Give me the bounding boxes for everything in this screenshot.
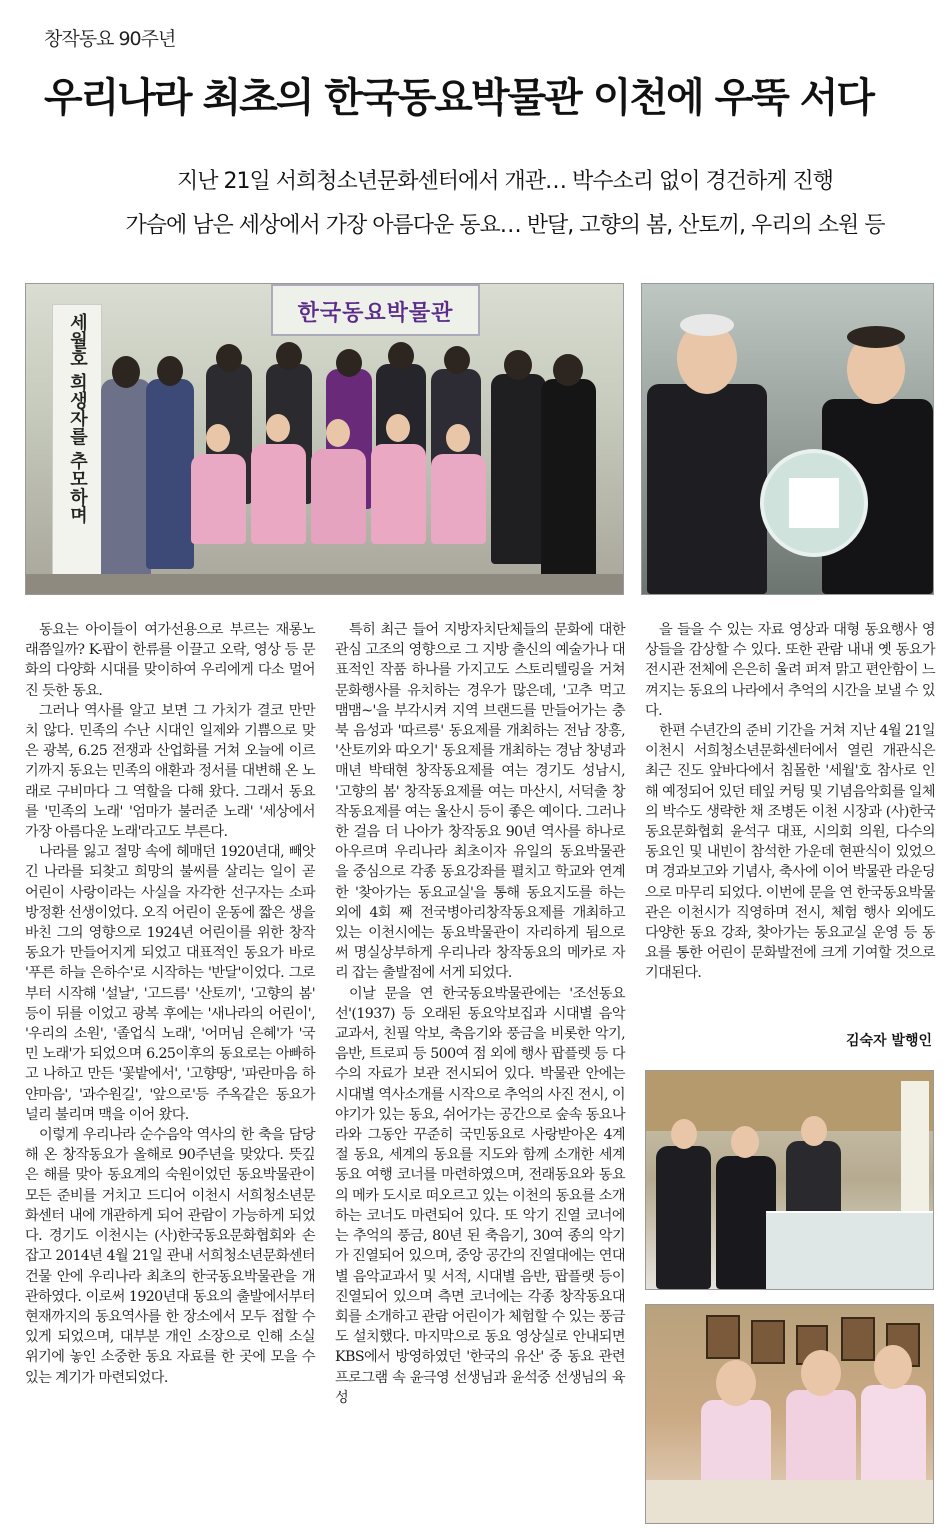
- children-photo: [645, 1304, 934, 1524]
- kicker: 창작동요 90주년: [44, 28, 176, 50]
- tour-photo: [645, 1070, 934, 1290]
- headline: 우리나라 최초의 한국동요박물관 이천에 우뚝 서다: [44, 75, 874, 121]
- group-photo: [25, 283, 624, 595]
- memorial-sign: [52, 304, 102, 576]
- museum-sign: [271, 284, 480, 336]
- paragraph: 나라를 잃고 절망 속에 헤매던 1920년대, 빼앗긴 나라를 되찾고 희망의 불씨를 살리는 일이 곧 어린이 사랑이라는 사실을 자각한 선구자는 소파 방정환 선생이었다. 오직 어린이 운동에 짧은 생을 바친 그의 영향으로 1924년 어린이를 위한 창작동요가 만들어지게 되었고 대표적인 동요가 바로 '푸른 하늘 은하수'로 시작하는 '반달'이었다. 그로부터 시작해 '설날', '고드름' '산토끼', '고향의 봄' 등이 뒤를 이었고 광복 후에는 '새나라의 어린이', '우리의 소원', '졸업식 노래', '어머님 은혜'가 '국민 노래'가 되었으며 6.25이후의 동요로는 아빠하고 나하고 만든 '꽃밭에서', '고향땅', '파란마음 하얀마음', '과수원길', '앞으로'등 주옥같은 동요가 널리 불리며 맥을 이어 왔다.: [25, 844, 315, 1123]
- paragraph: 그러나 역사를 알고 보면 그 가치가 결코 만만치 않다. 민족의 수난 시대인 일제와 기쁨으로 맞은 광복, 6.25 전쟁과 산업화를 거쳐 오늘에 이르기까지 동요는 민족의 애환과 정서를 대변해 온 노래로 구비마다 그 역할을 다해 왔다. 그래서 동요를 '민족의 노래' '엄마가 불러준 노래' '세상에서 가장 아름다운 노래'라고도 부른다.: [25, 702, 315, 841]
- paragraph: 한편 수년간의 준비 기간을 거쳐 지난 4월 21일 이천시 서희청소년문화센터에서 열린 개관식은 최근 진도 앞바다에서 침몰한 '세월'호 참사로 인해 예정되어 있던 테잎 커팅 및 기념음악회를 일체의 박수도 생략한 채 조병돈 이천 시장과 (사)한국동요문화협회 윤석구 대표, 시의회 의원, 다수의 동요인 및 내빈이 참석한 가운데 현판식이 있었으며 경과보고와 기념사, 축사에 이어 박물관 라운딩으로 마무리 되었다. 이번에 문을 연 한국동요박물관은 이천시가 직영하며 전시, 체험 행사 외에도 다양한 동요 강좌, 찾아가는 동요교실 운영 등 동요를 통한 어린이 문화발전에 크게 기여할 것으로 기대된다.: [645, 723, 935, 982]
- paragraph: 이렇게 우리나라 순수음악 역사의 한 축을 담당해 온 창작동요가 올해로 90주년을 맞았다. 뜻깊은 해를 맞아 동요계의 숙원이었던 동요박물관이 모든 준비를 거치고 드디어 이천시 서희청소년문화센터 내에 개관하게 되어 관람이 가능하게 되었다. 경기도 이천시는 (사)한국동요문화협회와 손잡고 2014년 4월 21일 관내 서희청소년문화센터 건물 안에 우리나라 최초의 한국동요박물관을 개관하였다. 이로써 1920년대 동요의 출발에서부터 현재까지의 동요역사를 한 장소에서 모두 접할 수 있게 되었으며, 대부분 개인 소장으로 인해 소실 위기에 놓인 소중한 동요 자료를 한 곳에 모을 수 있는 계기가 마련되었다.: [25, 1127, 315, 1386]
- paragraph: 동요는 아이들이 여가선용으로 부르는 재롱노래쯤일까? K-팝이 한류를 이끌고 오락, 영상 등 문화의 다양화 시대를 맞이하여 우리에게 다소 멀어진 듯한 동요.: [25, 622, 315, 699]
- article-column-2: [335, 620, 625, 1408]
- plaque-photo: [641, 283, 934, 595]
- article-column-3: [645, 620, 935, 984]
- paragraph: 이날 문을 연 한국동요박물관에는 '조선동요선'(1937) 등 오래된 동요악보집과 시대별 음악 교과서, 친필 악보, 축음기와 풍금을 비롯한 악기, 음반, 트로피 등 500여 점 외에 행사 팝플렛 등 다수의 자료가 보관 전시되어 있다. 박물관 안에는 시대별 역사소개를 시작으로 추억의 사진 전시, 이야기가 있는 동요, 쉬어가는 공간으로 숲속 동요나라와 그동안 꾸준히 국민동요로 사랑받아온 4계절 동요, 세계의 동요를 지도와 함께 소개한 세계 동요 여행 코너를 마련하였으며, 전래동요와 동요의 메카 도시로 떠오르고 있는 이천의 동요를 소개하는 코너도 마련되어 있다. 또 악기 진열 코너에는 추억의 풍금, 80년 된 축음기, 30여 종의 악기가 진열되어 있으며, 중앙 공간의 진열대에는 연대별 음악교과서 및 서적, 시대별 음반, 팝플랫 등이 진열되어 있으며 측면 코너에는 각종 창작동요대회를 소개하고 관람 어린이가 체험할 수 있는 풍금도 설치했다. 마지막으로 동요 영상실로 안내되면 KBS에서 방영하였던 '한국의 유산' 중 동요 관련 프로그램 속 윤극영 선생님과 윤석중 선생님의 육성: [335, 985, 625, 1406]
- subhead-1: 지난 21일 서희청소년문화센터에서 개관… 박수소리 없이 경건하게 진행: [176, 169, 833, 194]
- byline: 김숙자 발행인: [845, 1033, 932, 1049]
- memorial-sign-text: 세월호 희생자를 추모하며: [67, 313, 88, 524]
- museum-sign-text: 한국동요박물관: [297, 301, 454, 326]
- article-column-1: [25, 620, 315, 1388]
- subhead-2: 가슴에 남은 세상에서 가장 아름다운 동요… 반달, 고향의 봄, 산토끼, 우리의 소원 등: [125, 213, 885, 238]
- paragraph: 을 들을 수 있는 자료 영상과 대형 동요행사 영상들을 감상할 수 있다. 또한 관람 내내 옛 동요가 전시관 전체에 은은히 울려 퍼져 맑고 편안함이 느껴지는 동요의 나라에서 추억의 시간을 보낼 수 있다.: [645, 622, 935, 719]
- paragraph: 특히 최근 들어 지방자치단체들의 문화에 대한 관심 고조의 영향으로 그 지방 출신의 예술가나 대표적인 작품 하나를 가지고도 스토리텔링을 거쳐 문화행사를 유치하는 경우가 많은데, '고추 먹고 맴맴~'을 부각시켜 지역 브랜드를 만들어가는 충북 음성과 '따르릉' 동요제를 개최하는 전남 장흥, '산토끼와 따오기' 동요제를 개최하는 경남 창녕과 매년 박태현 창작동요제를 여는 경기도 성남시, '고향의 봄' 창작동요제를 여는 마산시, 서덕출 창작동요제를 여는 울산시 등이 좋은 예이다. 그러나 한 걸음 더 나아가 창작동요 90년 역사를 하나로 아우르며 우리나라 최초이자 유일의 동요박물관을 중심으로 각종 동요강좌를 펼치고 학교와 연계한 '찾아가는 동요교실'을 통해 동요지도를 하는 외에 4회 째 전국병아리창작동요제를 개최하고 있는 이천시에는 동요박물관이 자리하게 됨으로써 명실상부하게 우리나라 창작동요의 메카로 자리 잡는 출발점에 서게 되었다.: [335, 622, 625, 982]
